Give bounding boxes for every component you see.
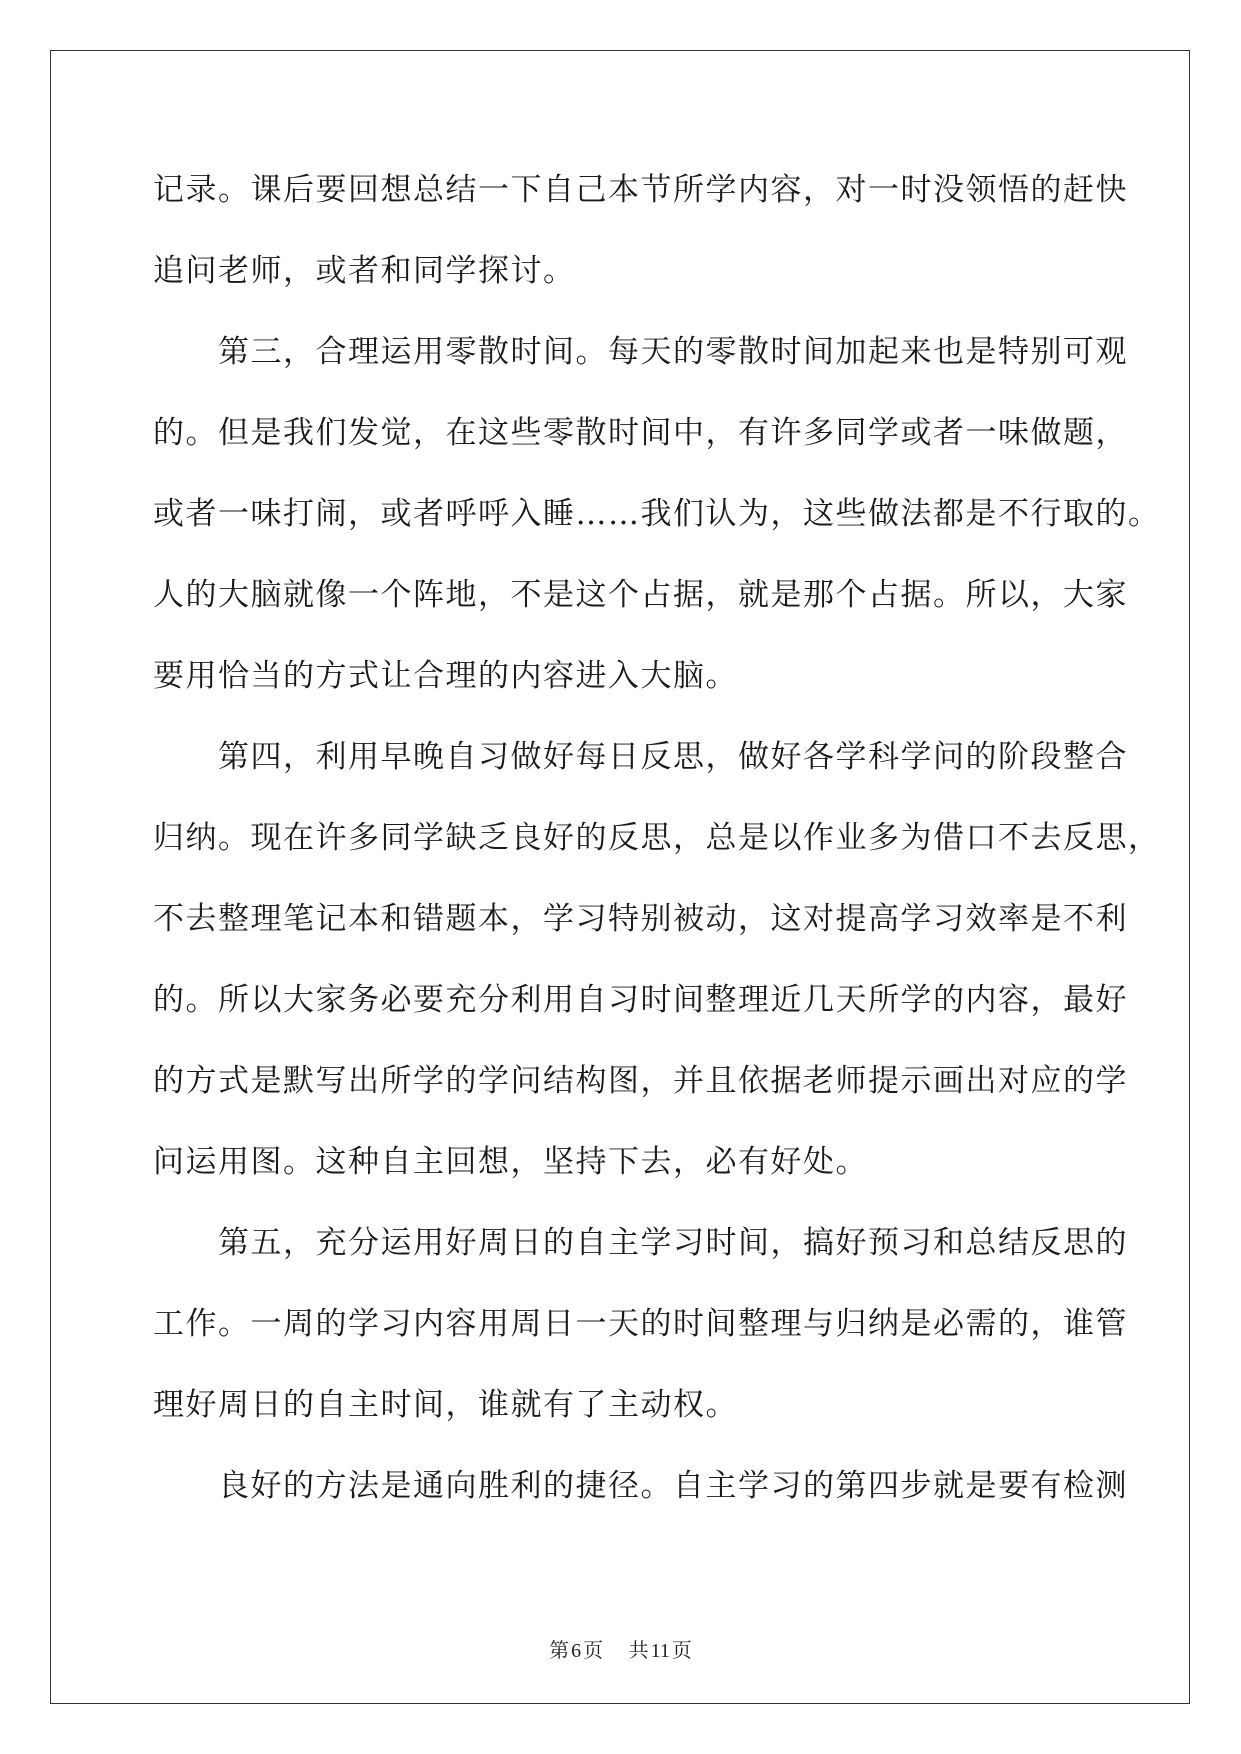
text-line: 第五，充分运用好周日的自主学习时间，搞好预习和总结反思的 bbox=[153, 1225, 1128, 1261]
text-line: 要用恰当的方式让合理的内容进入大脑。 bbox=[153, 658, 738, 694]
footer-page-suffix: 页 bbox=[583, 1638, 604, 1662]
page-number: 6 bbox=[571, 1640, 582, 1662]
text-line: 工作。一周的学习内容用周日一天的时间整理与归纳是必需的，谁管 bbox=[153, 1306, 1128, 1342]
text-line: 的。但是我们发觉，在这些零散时间中，有许多同学或者一味做题， bbox=[153, 415, 1128, 451]
text-line: 第三，合理运用零散时间。每天的零散时间加起来也是特别可观 bbox=[153, 334, 1128, 370]
footer-prefix: 第 bbox=[549, 1638, 570, 1662]
text-line: 追问老师，或者和同学探讨。 bbox=[153, 253, 576, 289]
footer-total-suffix: 页 bbox=[671, 1638, 692, 1662]
total-pages: 11 bbox=[650, 1640, 670, 1662]
text-line: 或者一味打闹，或者呼呼入睡……我们认为，这些做法都是不行取的。 bbox=[153, 496, 1161, 532]
text-line: 良好的方法是通向胜利的捷径。自主学习的第四步就是要有检测 bbox=[153, 1468, 1128, 1504]
text-line: 记录。课后要回想总结一下自己本节所学内容，对一时没领悟的赶快 bbox=[153, 172, 1128, 208]
text-line: 归纳。现在许多同学缺乏良好的反思，总是以作业多为借口不去反思， bbox=[153, 820, 1161, 856]
text-line: 问运用图。这种自主回想，坚持下去，必有好处。 bbox=[153, 1144, 868, 1180]
footer-total-prefix: 共 bbox=[628, 1638, 649, 1662]
text-line: 的。所以大家务必要充分利用自习时间整理近几天所学的内容，最好 bbox=[153, 982, 1128, 1018]
text-line: 第四，利用早晚自习做好每日反思，做好各学科学问的阶段整合 bbox=[153, 739, 1128, 775]
document-body bbox=[153, 150, 1161, 1527]
page-footer bbox=[0, 1634, 1241, 1663]
text-line: 的方式是默写出所学的学问结构图，并且依据老师提示画出对应的学 bbox=[153, 1063, 1128, 1099]
text-line: 人的大脑就像一个阵地，不是这个占据，就是那个占据。所以，大家 bbox=[153, 577, 1128, 613]
text-line: 理好周日的自主时间，谁就有了主动权。 bbox=[153, 1387, 738, 1423]
text-line: 不去整理笔记本和错题本，学习特别被动，这对提高学习效率是不利 bbox=[153, 901, 1128, 937]
